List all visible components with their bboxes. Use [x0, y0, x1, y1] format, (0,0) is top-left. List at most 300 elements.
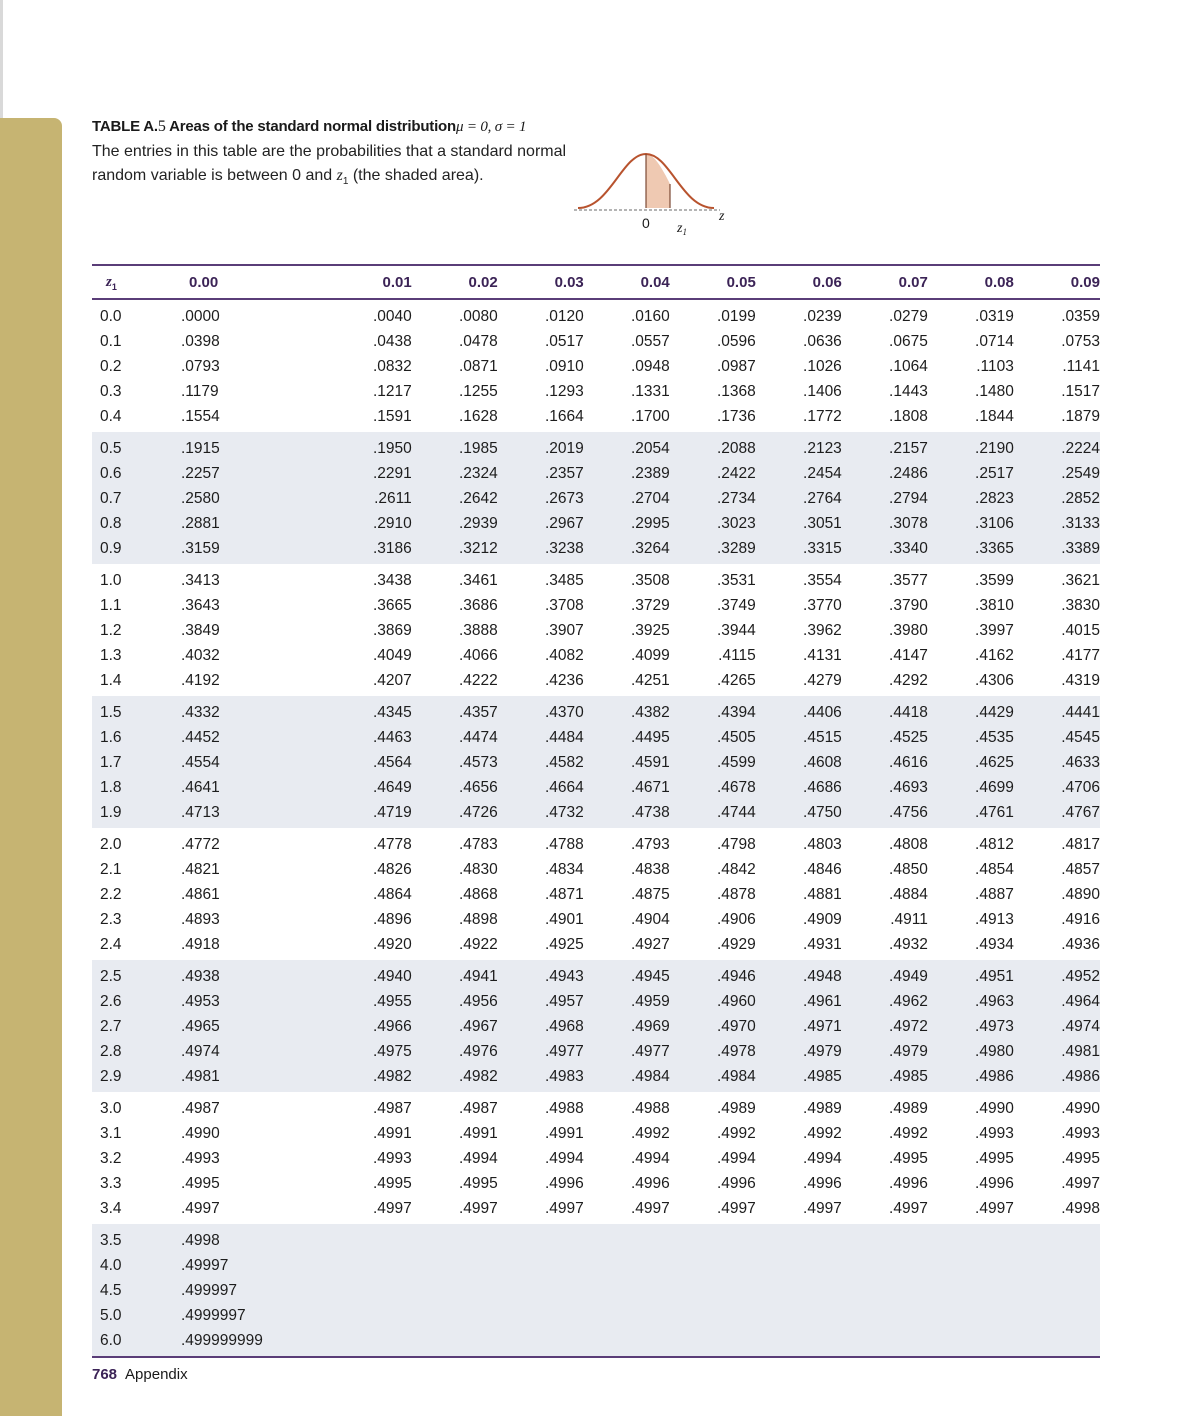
probability-cell: .4484 [498, 725, 584, 750]
probability-cell: .2291 [326, 461, 412, 486]
probability-cell: .4875 [584, 882, 670, 907]
probability-cell: .4978 [670, 1039, 756, 1064]
probability-cell [326, 1328, 412, 1357]
probability-cell: .3577 [842, 564, 928, 593]
probability-cell: .3849 [181, 618, 326, 643]
z-value-cell: 0.7 [92, 486, 181, 511]
probability-cell: .1103 [928, 354, 1014, 379]
probability-cell: .4963 [928, 989, 1014, 1014]
probability-cell: .2088 [670, 432, 756, 461]
probability-cell: .1443 [842, 379, 928, 404]
probability-cell: .4966 [326, 1014, 412, 1039]
z-value-cell: 1.6 [92, 725, 181, 750]
probability-cell: .4943 [498, 960, 584, 989]
probability-cell: .4986 [928, 1064, 1014, 1092]
probability-cell: .3186 [326, 536, 412, 564]
probability-cell: .3212 [412, 536, 498, 564]
probability-cell: .1915 [181, 432, 326, 461]
z-value-cell: 1.0 [92, 564, 181, 593]
probability-cell: .4993 [928, 1121, 1014, 1146]
probability-cell: .4979 [756, 1039, 842, 1064]
probability-cell: .4505 [670, 725, 756, 750]
probability-cell: .3599 [928, 564, 1014, 593]
header-col: 0.09 [1014, 265, 1100, 299]
probability-cell: .4162 [928, 643, 1014, 668]
probability-cell: .4890 [1014, 882, 1100, 907]
table-header [92, 116, 572, 194]
header-col: 0.04 [584, 265, 670, 299]
page-number: 768 [92, 1366, 118, 1383]
probability-cell [498, 1278, 584, 1303]
probability-cell: .4992 [584, 1121, 670, 1146]
z-value-cell: 4.0 [92, 1253, 181, 1278]
probability-cell [670, 1224, 756, 1253]
probability-cell: .4474 [412, 725, 498, 750]
header-col: 0.06 [756, 265, 842, 299]
probability-cell: .4996 [498, 1171, 584, 1196]
probability-cell: .2549 [1014, 461, 1100, 486]
probability-cell: .4962 [842, 989, 928, 1014]
table-row [92, 725, 1100, 750]
header-col: 0.07 [842, 265, 928, 299]
probability-cell: .4992 [756, 1121, 842, 1146]
z-value-cell: 3.2 [92, 1146, 181, 1171]
probability-cell: .3925 [584, 618, 670, 643]
probability-cell: .4049 [326, 643, 412, 668]
probability-cell: .4861 [181, 882, 326, 907]
probability-cell: .4996 [928, 1171, 1014, 1196]
probability-cell [326, 1253, 412, 1278]
probability-cell: .4991 [412, 1121, 498, 1146]
probability-cell [584, 1328, 670, 1357]
z-value-cell: 1.4 [92, 668, 181, 696]
probability-cell [928, 1303, 1014, 1328]
probability-cell: .4941 [412, 960, 498, 989]
probability-cell: .3023 [670, 511, 756, 536]
probability-cell: .4936 [1014, 932, 1100, 960]
table-row [92, 1039, 1100, 1064]
probability-cell: .4292 [842, 668, 928, 696]
probability-cell: .4989 [670, 1092, 756, 1121]
probability-cell: .4961 [756, 989, 842, 1014]
probability-cell: .4993 [181, 1146, 326, 1171]
probability-cell: .0199 [670, 299, 756, 329]
probability-cell: .4608 [756, 750, 842, 775]
probability-cell: .4319 [1014, 668, 1100, 696]
probability-cell: .3962 [756, 618, 842, 643]
header-col: 0.00 [181, 265, 326, 299]
table-row [92, 618, 1100, 643]
probability-cell: .4817 [1014, 828, 1100, 857]
probability-cell [412, 1253, 498, 1278]
probability-cell: .4778 [326, 828, 412, 857]
probability-cell: .4394 [670, 696, 756, 725]
table-row [92, 1171, 1100, 1196]
probability-cell [584, 1224, 670, 1253]
title-prefix: TABLE A. [92, 118, 158, 135]
probability-cell: .4948 [756, 960, 842, 989]
probability-cell: .4998 [1014, 1196, 1100, 1224]
table-row [92, 1278, 1100, 1303]
table-bottom-rule [92, 1357, 1100, 1358]
probability-cell: .2852 [1014, 486, 1100, 511]
probability-cell: .4984 [670, 1064, 756, 1092]
table-row [92, 750, 1100, 775]
probability-cell: .4916 [1014, 907, 1100, 932]
z-value-cell: 2.0 [92, 828, 181, 857]
probability-cell: .4934 [928, 932, 1014, 960]
probability-cell: .0753 [1014, 329, 1100, 354]
probability-cell: .4994 [670, 1146, 756, 1171]
probability-cell: .1736 [670, 404, 756, 432]
probability-cell: .3790 [842, 593, 928, 618]
probability-cell: .0714 [928, 329, 1014, 354]
probability-cell: .0319 [928, 299, 1014, 329]
probability-cell [1014, 1303, 1100, 1328]
z-value-cell: 0.9 [92, 536, 181, 564]
probability-cell: .4177 [1014, 643, 1100, 668]
probability-cell: .4713 [181, 800, 326, 828]
probability-cell: .2224 [1014, 432, 1100, 461]
probability-cell [498, 1303, 584, 1328]
probability-cell: .4993 [326, 1146, 412, 1171]
probability-cell: .3289 [670, 536, 756, 564]
probability-cell: .0120 [498, 299, 584, 329]
probability-cell [756, 1224, 842, 1253]
probability-cell: .4986 [1014, 1064, 1100, 1092]
probability-cell: .4922 [412, 932, 498, 960]
table-title [92, 118, 572, 136]
probability-cell: .4868 [412, 882, 498, 907]
table-row [92, 989, 1100, 1014]
probability-cell: .3869 [326, 618, 412, 643]
z-value-cell: 3.1 [92, 1121, 181, 1146]
probability-cell: .0948 [584, 354, 670, 379]
probability-cell: .4964 [1014, 989, 1100, 1014]
probability-cell [670, 1253, 756, 1278]
probability-cell: .4222 [412, 668, 498, 696]
probability-cell: .4545 [1014, 725, 1100, 750]
probability-cell: .3508 [584, 564, 670, 593]
probability-cell: .2486 [842, 461, 928, 486]
probability-cell: .4988 [498, 1092, 584, 1121]
probability-cell: .2611 [326, 486, 412, 511]
probability-cell: .1255 [412, 379, 498, 404]
caption-text-end: (the shaded area). [348, 167, 484, 184]
z-value-cell: 3.5 [92, 1224, 181, 1253]
probability-cell [498, 1253, 584, 1278]
probability-cell: .3078 [842, 511, 928, 536]
probability-cell: .4985 [842, 1064, 928, 1092]
probability-cell: .4992 [670, 1121, 756, 1146]
z-value-cell: 0.5 [92, 432, 181, 461]
table-row [92, 1064, 1100, 1092]
probability-cell: .3554 [756, 564, 842, 593]
probability-cell: .3413 [181, 564, 326, 593]
probability-cell: .4982 [412, 1064, 498, 1092]
probability-cell: .2123 [756, 432, 842, 461]
table-row [92, 461, 1100, 486]
table-block [92, 299, 1100, 432]
probability-cell: .3159 [181, 536, 326, 564]
probability-cell: .4573 [412, 750, 498, 775]
table-row [92, 354, 1100, 379]
z-value-cell: 1.3 [92, 643, 181, 668]
probability-cell: .0517 [498, 329, 584, 354]
z-value-cell: 5.0 [92, 1303, 181, 1328]
probability-cell: .3643 [181, 593, 326, 618]
z-value-cell: 1.5 [92, 696, 181, 725]
probability-cell: .4988 [584, 1092, 670, 1121]
probability-cell [326, 1278, 412, 1303]
probability-cell: .0596 [670, 329, 756, 354]
probability-cell: .1950 [326, 432, 412, 461]
probability-cell: .4772 [181, 828, 326, 857]
probability-cell: .4783 [412, 828, 498, 857]
probability-cell: .1844 [928, 404, 1014, 432]
probability-cell: .4940 [326, 960, 412, 989]
probability-cell: .4989 [756, 1092, 842, 1121]
probability-cell: .4904 [584, 907, 670, 932]
probability-cell: .2967 [498, 511, 584, 536]
probability-cell: .3770 [756, 593, 842, 618]
probability-cell: .4850 [842, 857, 928, 882]
probability-cell: .4927 [584, 932, 670, 960]
probability-cell: .4842 [670, 857, 756, 882]
probability-cell: .4974 [181, 1039, 326, 1064]
probability-cell: .4671 [584, 775, 670, 800]
probability-cell: .4699 [928, 775, 1014, 800]
z-value-cell: 3.0 [92, 1092, 181, 1121]
probability-cell: .4970 [670, 1014, 756, 1039]
probability-cell: .4495 [584, 725, 670, 750]
z-value-cell: 2.7 [92, 1014, 181, 1039]
z-value-cell: 2.8 [92, 1039, 181, 1064]
probability-cell: .2357 [498, 461, 584, 486]
z-value-cell: 1.8 [92, 775, 181, 800]
table-row [92, 907, 1100, 932]
table-row [92, 1092, 1100, 1121]
probability-cell: .4967 [412, 1014, 498, 1039]
probability-cell: .3238 [498, 536, 584, 564]
probability-cell: .4982 [326, 1064, 412, 1092]
probability-cell: .4706 [1014, 775, 1100, 800]
probability-cell: .2019 [498, 432, 584, 461]
probability-cell: .3810 [928, 593, 1014, 618]
probability-cell: .4878 [670, 882, 756, 907]
probability-cell: .4893 [181, 907, 326, 932]
probability-cell: .4382 [584, 696, 670, 725]
probability-cell: .4979 [842, 1039, 928, 1064]
probability-cell: .0832 [326, 354, 412, 379]
probability-cell: .4996 [670, 1171, 756, 1196]
probability-cell: .1480 [928, 379, 1014, 404]
probability-cell: .0910 [498, 354, 584, 379]
probability-cell [928, 1253, 1014, 1278]
probability-cell [1014, 1224, 1100, 1253]
normal-curve-diagram [570, 140, 750, 240]
probability-cell: .4990 [1014, 1092, 1100, 1121]
probability-cell: .1406 [756, 379, 842, 404]
header-col: 0.03 [498, 265, 584, 299]
probability-cell: .4987 [326, 1092, 412, 1121]
probability-cell: .4616 [842, 750, 928, 775]
probability-cell: .4332 [181, 696, 326, 725]
probability-cell [670, 1328, 756, 1357]
probability-cell: .4960 [670, 989, 756, 1014]
probability-cell: .4554 [181, 750, 326, 775]
probability-cell: .4767 [1014, 800, 1100, 828]
probability-cell: .4920 [326, 932, 412, 960]
probability-cell: .4884 [842, 882, 928, 907]
probability-cell: .0438 [326, 329, 412, 354]
probability-cell: .4830 [412, 857, 498, 882]
probability-cell: .4909 [756, 907, 842, 932]
probability-cell: .4925 [498, 932, 584, 960]
probability-cell: .3980 [842, 618, 928, 643]
probability-cell: .4429 [928, 696, 1014, 725]
table-row [92, 1328, 1100, 1357]
probability-cell: .3485 [498, 564, 584, 593]
probability-cell: .4357 [412, 696, 498, 725]
probability-cell: .4981 [181, 1064, 326, 1092]
probability-cell: .4147 [842, 643, 928, 668]
probability-cell: .1331 [584, 379, 670, 404]
z-value-cell: 3.4 [92, 1196, 181, 1224]
z-value-cell: 2.2 [92, 882, 181, 907]
probability-cell [842, 1278, 928, 1303]
probability-cell: .0359 [1014, 299, 1100, 329]
probability-cell: .4463 [326, 725, 412, 750]
probability-cell: .4957 [498, 989, 584, 1014]
probability-cell: .2257 [181, 461, 326, 486]
probability-cell: .4997 [928, 1196, 1014, 1224]
probability-cell: .4997 [756, 1196, 842, 1224]
table-row [92, 564, 1100, 593]
probability-cell: .0239 [756, 299, 842, 329]
probability-cell [670, 1278, 756, 1303]
probability-cell: .4693 [842, 775, 928, 800]
probability-cell: .4846 [756, 857, 842, 882]
probability-cell: .4997 [412, 1196, 498, 1224]
probability-cell: .4406 [756, 696, 842, 725]
probability-cell: .4991 [498, 1121, 584, 1146]
table-row [92, 593, 1100, 618]
probability-cell: .4192 [181, 668, 326, 696]
probability-cell: .4131 [756, 643, 842, 668]
probability-cell: .4251 [584, 668, 670, 696]
probability-cell: .0080 [412, 299, 498, 329]
table-row [92, 1224, 1100, 1253]
probability-cell: .4812 [928, 828, 1014, 857]
probability-cell: .0557 [584, 329, 670, 354]
probability-cell: .4995 [326, 1171, 412, 1196]
probability-cell: .4788 [498, 828, 584, 857]
probability-cell: .4997 [326, 1196, 412, 1224]
z-value-cell: 2.6 [92, 989, 181, 1014]
probability-cell: .4641 [181, 775, 326, 800]
z-value-cell: 1.9 [92, 800, 181, 828]
probability-cell: .4808 [842, 828, 928, 857]
probability-cell: .4664 [498, 775, 584, 800]
table-row [92, 1121, 1100, 1146]
probability-cell: .4834 [498, 857, 584, 882]
probability-cell: .4726 [412, 800, 498, 828]
probability-cell: .49997 [181, 1253, 326, 1278]
probability-cell: .4995 [412, 1171, 498, 1196]
table-block [92, 1092, 1100, 1224]
probability-cell: .4983 [498, 1064, 584, 1092]
probability-cell: .3749 [670, 593, 756, 618]
z-value-cell: 0.6 [92, 461, 181, 486]
probability-cell: .4911 [842, 907, 928, 932]
probability-cell: .2881 [181, 511, 326, 536]
probability-cell: .4931 [756, 932, 842, 960]
page-footer [92, 1366, 188, 1383]
probability-cell: .4826 [326, 857, 412, 882]
sidebar-tab [0, 118, 62, 1416]
probability-cell: .4991 [326, 1121, 412, 1146]
probability-cell: .1808 [842, 404, 928, 432]
header-z1: $z_1$ [92, 265, 181, 299]
probability-cell: .3051 [756, 511, 842, 536]
probability-cell [498, 1224, 584, 1253]
probability-cell: .1064 [842, 354, 928, 379]
probability-cell: .4599 [670, 750, 756, 775]
probability-cell: .4999997 [181, 1303, 326, 1328]
title-number: 5 [157, 118, 166, 135]
table-row [92, 643, 1100, 668]
probability-cell [584, 1253, 670, 1278]
probability-cell: .4913 [928, 907, 1014, 932]
probability-cell: .4896 [326, 907, 412, 932]
table-row [92, 1253, 1100, 1278]
probability-cell: .4956 [412, 989, 498, 1014]
probability-cell: .0675 [842, 329, 928, 354]
z-value-cell: 3.3 [92, 1171, 181, 1196]
probability-cell: .0478 [412, 329, 498, 354]
probability-cell: .4793 [584, 828, 670, 857]
label-z1: $z_1$ [677, 221, 687, 237]
probability-cell: .4995 [181, 1171, 326, 1196]
probability-cell: .2995 [584, 511, 670, 536]
table-row [92, 536, 1100, 564]
probability-cell: .4987 [412, 1092, 498, 1121]
table-block [92, 1224, 1100, 1357]
probability-cell: .4441 [1014, 696, 1100, 725]
page-edge [0, 0, 3, 118]
probability-cell: .4887 [928, 882, 1014, 907]
probability-cell [584, 1303, 670, 1328]
probability-cell: .3686 [412, 593, 498, 618]
probability-cell [756, 1253, 842, 1278]
probability-cell: .4686 [756, 775, 842, 800]
probability-cell: .4945 [584, 960, 670, 989]
probability-cell [756, 1303, 842, 1328]
header-col: 0.01 [326, 265, 412, 299]
probability-cell: .4969 [584, 1014, 670, 1039]
z-table [92, 264, 1100, 1358]
probability-cell: .2190 [928, 432, 1014, 461]
probability-cell: .4838 [584, 857, 670, 882]
probability-cell: .4719 [326, 800, 412, 828]
probability-cell [412, 1303, 498, 1328]
table-row [92, 299, 1100, 329]
section-label: Appendix [125, 1366, 188, 1383]
probability-cell: .3264 [584, 536, 670, 564]
probability-cell: .4306 [928, 668, 1014, 696]
probability-cell [1014, 1253, 1100, 1278]
